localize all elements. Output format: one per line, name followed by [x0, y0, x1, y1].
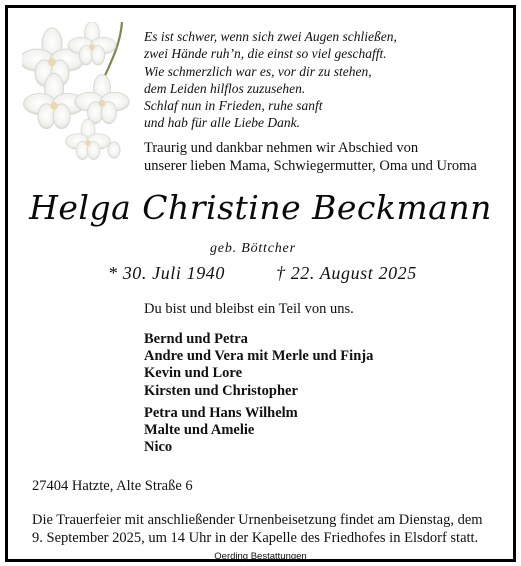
poem-line: zwei Hände ruh’n, die einst so viel geschafft.: [144, 46, 387, 62]
funeral-notice: [32, 512, 483, 547]
obituary-frame: [5, 5, 516, 562]
mourners-list-1: [144, 331, 373, 400]
mourners-list-2: [144, 405, 298, 457]
address: 27404 Hatzte, Alte Straße 6: [32, 478, 193, 494]
notice-line: Die Trauerfeier mit anschließender Urnenbeisetzung findet am Dienstag, dem: [32, 512, 483, 528]
poem-line: Schlaf nun in Frieden, ruhe sanft: [144, 98, 323, 114]
deceased-name: Helga Christine Beckmann: [29, 188, 492, 227]
mourner: Nico: [144, 439, 173, 456]
orchid-flower-icon: [22, 22, 134, 162]
mourner: Kevin und Lore: [144, 365, 243, 382]
farewell-intro: [144, 139, 477, 175]
mourner: Malte und Amelie: [144, 422, 255, 439]
poem-line: dem Leiden hilflos zuzusehen.: [144, 80, 306, 96]
mourner: Kirsten und Christopher: [144, 382, 298, 399]
intro-line: Traurig und dankbar nehmen wir Abschied von: [144, 140, 419, 156]
poem-line: Es ist schwer, wenn sich zwei Augen schließen,: [144, 29, 397, 44]
poem-line: und hab für alle Liebe Dank.: [144, 115, 300, 131]
mourner: Andre und Vera mit Merle und Finja: [144, 348, 374, 365]
maiden-name: geb. Böttcher: [210, 241, 296, 256]
funeral-home-credit: Oerding Bestattungen: [214, 551, 307, 562]
mourner: Bernd und Petra: [144, 331, 248, 347]
notice-line: 9. September 2025, um 14 Uhr in der Kapelle des Friedhofes in Elsdorf statt.: [32, 529, 479, 546]
intro-line: unserer lieben Mama, Schwiegermutter, Oma und Uroma: [144, 158, 477, 174]
mourner: Petra und Hans Wilhelm: [144, 405, 298, 421]
birth-date: * 30. Juli 1940: [108, 263, 225, 283]
poem-line: Wie schmerzlich war es, vor dir zu stehen,: [144, 63, 372, 79]
poem: [144, 28, 397, 132]
death-date: † 22. August 2025: [276, 263, 417, 283]
tagline: Du bist und bleibst ein Teil von uns.: [144, 301, 354, 317]
